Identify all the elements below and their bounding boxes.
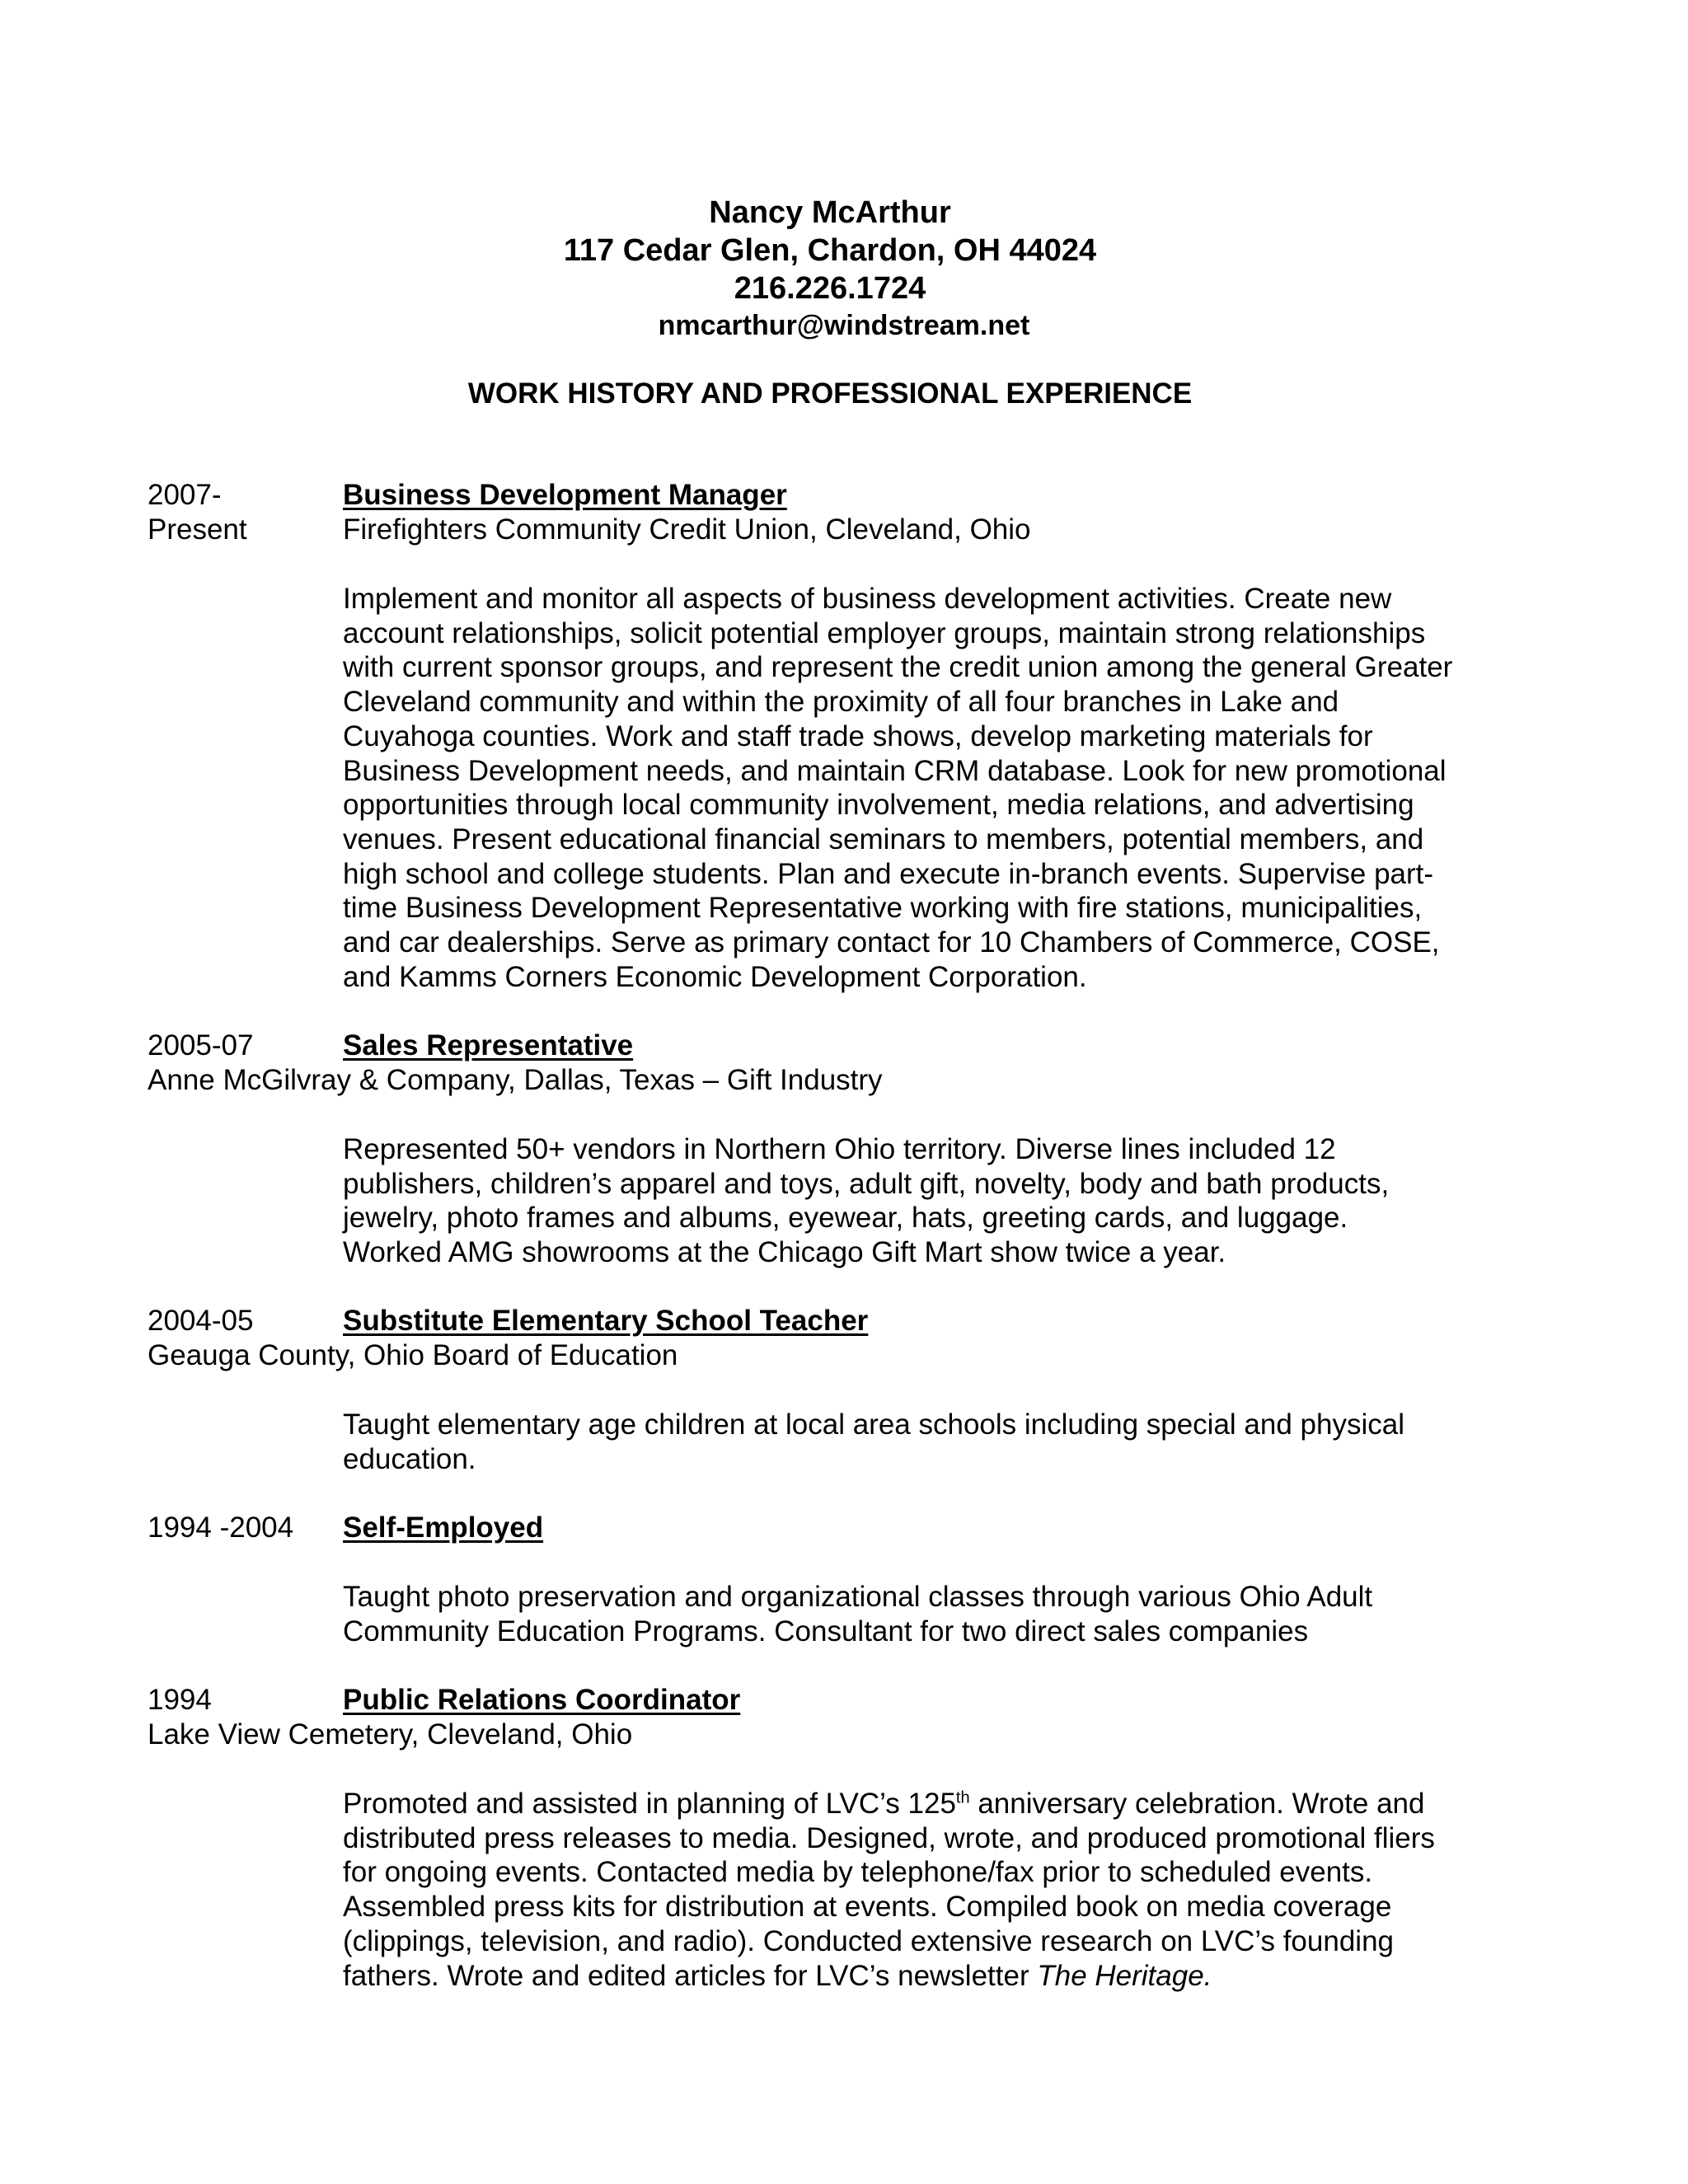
job-description bbox=[343, 582, 1530, 994]
newsletter-title: The Heritage. bbox=[1037, 1959, 1212, 1992]
description-line: Cleveland community and within the proximity of all four branches in Lake and bbox=[343, 686, 1339, 719]
description-line: account relationships, solicit potential employer groups, maintain strong relationships bbox=[343, 616, 1426, 649]
job-date: 2005-07 bbox=[148, 1029, 254, 1062]
ordinal-suffix: th bbox=[955, 1788, 970, 1807]
description-line: Worked AMG showrooms at the Chicago Gift Mart show twice a year. bbox=[343, 1236, 1226, 1269]
description-text: anniversary celebration. Wrote and bbox=[969, 1788, 1425, 1820]
description-line: Represented 50+ vendors in Northern Ohio territory. Diverse lines included 12 bbox=[343, 1133, 1336, 1165]
description-text: fathers. Wrote and edited articles for LVC’s newsletter bbox=[343, 1959, 1038, 1992]
description-line: for ongoing events. Contacted media by telephone/fax prior to scheduled events. bbox=[343, 1856, 1373, 1889]
description-line: high school and college students. Plan and execute in-branch events. Supervise part- bbox=[343, 857, 1434, 890]
description-line: venues. Present educational financial seminars to members, potential members, and bbox=[343, 823, 1424, 855]
description-line: Implement and monitor all aspects of business development activities. Create new bbox=[343, 583, 1392, 615]
description-line: with current sponsor groups, and represent the credit union among the general Greater bbox=[343, 651, 1453, 684]
job-organization: Geauga County, Ohio Board of Education bbox=[148, 1339, 678, 1371]
job-description bbox=[343, 1408, 1530, 1476]
description-line: time Business Development Representative working with fire stations, municipalities, bbox=[343, 892, 1423, 925]
job-date: 1994 bbox=[148, 1684, 212, 1716]
job-title: Business Development Manager bbox=[343, 479, 787, 511]
job-description bbox=[343, 1580, 1530, 1648]
section-heading: WORK HISTORY AND PROFESSIONAL EXPERIENCE bbox=[467, 377, 1193, 410]
description-line: and Kamms Corners Economic Development Corporation. bbox=[343, 960, 1087, 993]
description-line: distributed press releases to media. Designed, wrote, and produced promotional fliers bbox=[343, 1821, 1435, 1854]
job-date: 1994 -2004 bbox=[148, 1511, 294, 1544]
description-line: Assembled press kits for distribution at events. Compiled book on media coverage bbox=[343, 1891, 1392, 1924]
description-line: Community Education Programs. Consultant for two direct sales companies bbox=[343, 1615, 1309, 1647]
job-title: Substitute Elementary School Teacher bbox=[343, 1305, 869, 1337]
description-text: Promoted and assisted in planning of LVC’s 125 bbox=[343, 1788, 956, 1820]
description-line: Taught photo preservation and organizational classes through various Ohio Adult bbox=[343, 1581, 1373, 1613]
job-date: 2004-05 bbox=[148, 1305, 254, 1337]
job-description bbox=[343, 1787, 1530, 1993]
description-line: opportunities through local community involvement, media relations, and advertising bbox=[343, 789, 1414, 822]
description-line: jewelry, photo frames and albums, eyewear, hats, greeting cards, and luggage. bbox=[343, 1202, 1348, 1235]
job-date: 2007- bbox=[148, 479, 222, 511]
candidate-address: 117 Cedar Glen, Chardon, OH 44024 bbox=[563, 233, 1097, 268]
job-title: Sales Representative bbox=[343, 1029, 634, 1062]
job-date-continued: Present bbox=[148, 513, 247, 546]
description-line: publishers, children’s apparel and toys, adult gift, novelty, body and bath products, bbox=[343, 1167, 1390, 1200]
candidate-name: Nancy McArthur bbox=[709, 195, 951, 230]
description-line bbox=[343, 1959, 1530, 1994]
job-description bbox=[343, 1132, 1530, 1270]
description-line: (clippings, television, and radio). Conducted extensive research on LVC’s founding bbox=[343, 1924, 1395, 1957]
candidate-email: nmcarthur@windstream.net bbox=[658, 310, 1030, 341]
job-organization: Lake View Cemetery, Cleveland, Ohio bbox=[148, 1718, 633, 1750]
description-line: Cuyahoga counties. Work and staff trade shows, develop marketing materials for bbox=[343, 719, 1373, 752]
job-organization: Anne McGilvray & Company, Dallas, Texas – Gift Industry bbox=[148, 1064, 883, 1096]
job-title: Self-Employed bbox=[343, 1511, 544, 1544]
description-line: Business Development needs, and maintain CRM database. Look for new promotional bbox=[343, 754, 1447, 787]
description-line: Taught elementary age children at local area schools including special and physical bbox=[343, 1408, 1404, 1441]
description-line bbox=[343, 1787, 1530, 1821]
description-line: and car dealerships. Serve as primary contact for 10 Chambers of Commerce, COSE, bbox=[343, 926, 1440, 959]
job-title: Public Relations Coordinator bbox=[343, 1684, 741, 1716]
candidate-phone: 216.226.1724 bbox=[734, 271, 926, 306]
job-organization: Firefighters Community Credit Union, Cleveland, Ohio bbox=[343, 513, 1031, 546]
description-line: education. bbox=[343, 1442, 476, 1475]
